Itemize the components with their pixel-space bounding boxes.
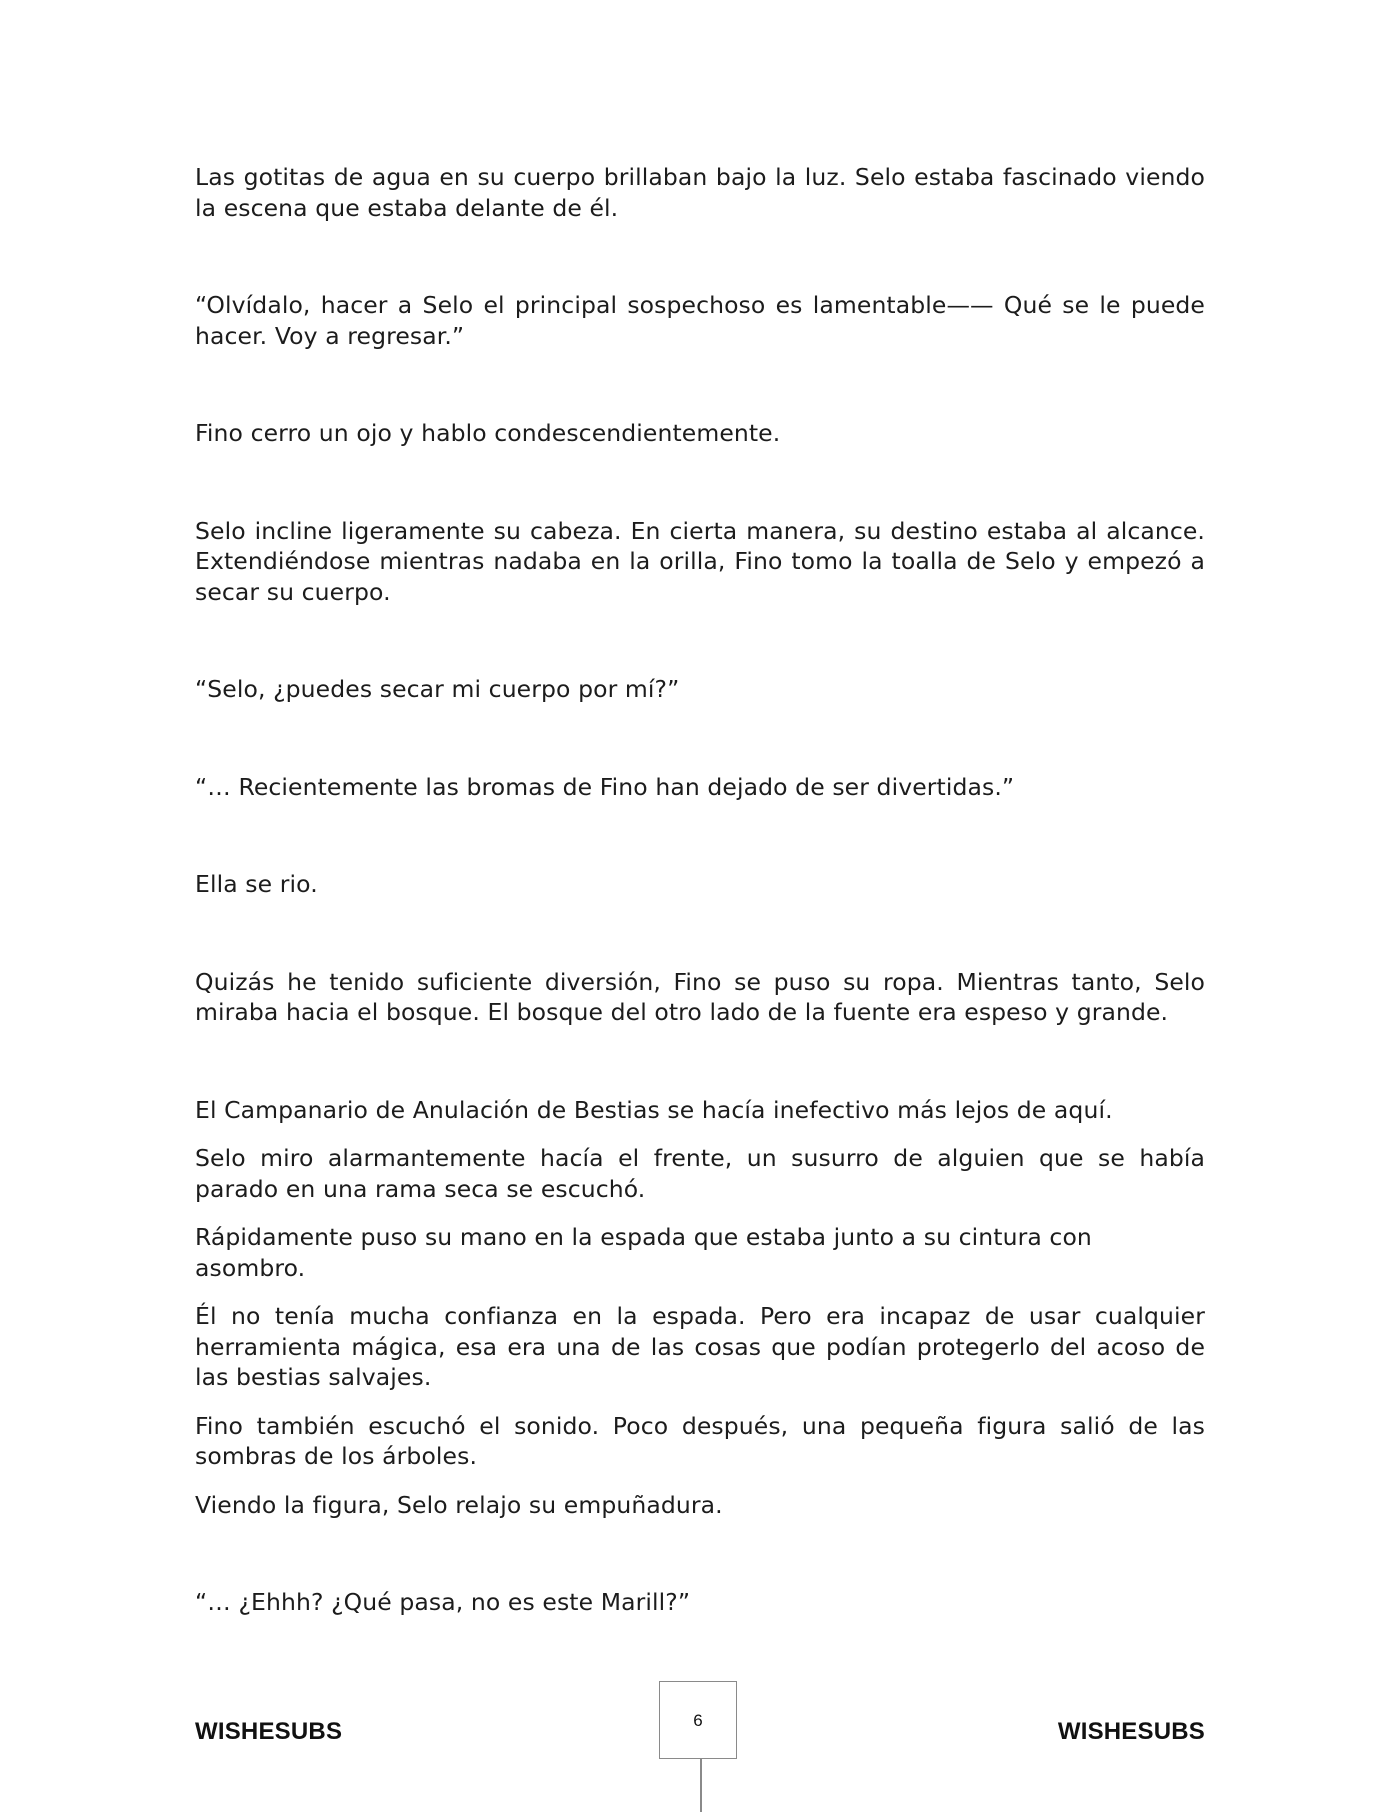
paragraph: Selo miro alarmantemente hacía el frente, un susurro de alguien que se había parado en una rama seca se escuchó.	[195, 1144, 1205, 1203]
footer-brand-right: WISHESUBS	[1057, 1718, 1205, 1745]
paragraph: Ella se rio.	[195, 870, 318, 898]
body-text	[195, 162, 1205, 1618]
paragraph: Fino también escuchó el sonido. Poco después, una pequeña figura salió de las sombras de los árboles.	[195, 1411, 1205, 1470]
paragraph: Fino cerro un ojo y hablo condescendientemente.	[195, 419, 781, 447]
paragraph: Las gotitas de agua en su cuerpo brillaban bajo la luz. Selo estaba fascinado viendo la escena que estaba delante de él.	[195, 163, 1205, 222]
page-number-stem	[700, 1759, 702, 1812]
footer-brand-left: WISHESUBS	[195, 1718, 343, 1745]
paragraph: El Campanario de Anulación de Bestias se hacía inefectivo más lejos de aquí.	[195, 1095, 1113, 1124]
paragraph: Él no tenía mucha confianza en la espada. Pero era incapaz de usar cualquier herramienta mágica, esa era una de las cosas que podían protegerlo del acoso de las bestias salvajes.	[195, 1302, 1205, 1391]
paragraph: Selo incline ligeramente su cabeza. En cierta manera, su destino estaba al alcance. Extendiéndose mientras nadaba en la orilla, Fino tomo la toalla de Selo y empezó a secar su cuerpo.	[195, 516, 1205, 606]
paragraph: “… ¿Ehhh? ¿Qué pasa, no es este Marill?”	[195, 1588, 691, 1616]
paragraph: “… Recientemente las bromas de Fino han dejado de ser divertidas.”	[195, 772, 1015, 801]
paragraph: “Olvídalo, hacer a Selo el principal sospechoso es lamentable—— Qué se le puede hacer. Voy a regresar.”	[195, 291, 1205, 350]
page-number: 6	[659, 1681, 737, 1759]
paragraph: Viendo la figura, Selo relajo su empuñadura.	[195, 1490, 723, 1519]
paragraph: “Selo, ¿puedes secar mi cuerpo por mí?”	[195, 675, 680, 703]
paragraph: Quizás he tenido suficiente diversión, Fino se puso su ropa. Mientras tanto, Selo miraba hacia el bosque. El bosque del otro lado de la fuente era espeso y grande.	[195, 967, 1205, 1026]
paragraph: Rápidamente puso su mano en la espada que estaba junto a su cintura con asombro.	[195, 1223, 1092, 1282]
